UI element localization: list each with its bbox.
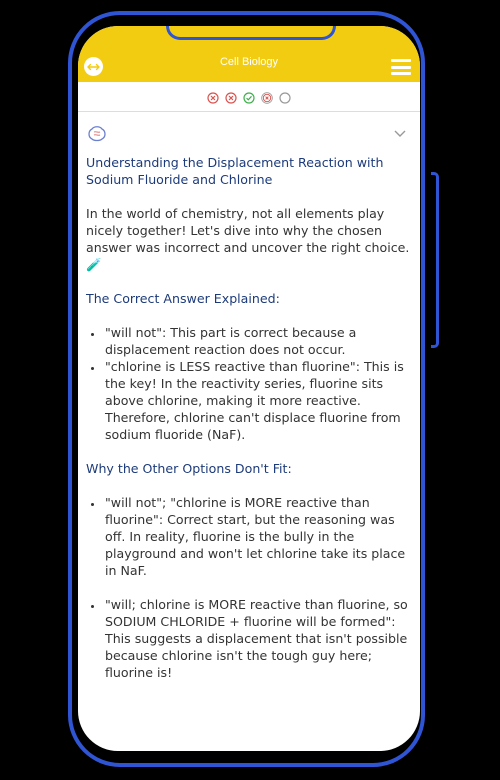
progress-dot-4[interactable] [261, 92, 273, 104]
list-item: • "will not": This part is correct because a displacement reaction does not occur. [104, 324, 414, 358]
page-title: Cell Biology [219, 56, 279, 68]
hamburger-icon [391, 66, 411, 69]
phone-side-button [431, 172, 439, 348]
wrong-circle-icon [207, 92, 219, 104]
other-options-list [86, 494, 414, 681]
hamburger-icon [391, 72, 411, 75]
chevron-down-icon[interactable] [393, 129, 407, 139]
explanation-intro: In the world of chemistry, not all elements play nicely together! Let's dive into why the chosen answer was incorrect and uncover the right choice. 🧪 [86, 206, 410, 272]
progress-dot-3[interactable] [243, 92, 255, 104]
progress-dot-5[interactable] [279, 92, 291, 104]
hamburger-icon [391, 59, 411, 62]
progress-dot-2[interactable] [225, 92, 237, 104]
progress-dot-1[interactable] [207, 92, 219, 104]
correct-answer-list [86, 324, 414, 443]
list-item: • "chlorine is LESS reactive than fluorine": This is the key! In the reactivity series, fluorine sits above chlorine, making it more reactive. Therefore, chlorine can't displace fluorine from sodium fluoride (NaF). [104, 358, 414, 443]
list-item: • "will not"; "chlorine is MORE reactive than fluorine": Correct start, but the reasoning was off. In reality, fluorine is the bully in the playground and won't let chlorine take its place in NaF. [104, 494, 414, 579]
explanation-title: Understanding the Displacement Reaction with Sodium Fluoride and Chlorine [86, 155, 384, 187]
app-screen [78, 26, 420, 751]
empty-circle-icon [279, 92, 291, 104]
other-options-heading: Why the Other Options Don't Fit: [86, 461, 292, 476]
wrong-circle-icon [225, 92, 237, 104]
app-header [78, 26, 420, 82]
header-divider [78, 111, 420, 112]
phone-notch [166, 26, 336, 40]
explanation-content [86, 154, 414, 681]
check-circle-icon [243, 92, 255, 104]
menu-button[interactable] [391, 59, 411, 75]
question-progress [78, 88, 420, 108]
brain-icon [86, 123, 108, 145]
correct-answer-heading: The Correct Answer Explained: [86, 291, 280, 306]
list-item: • "will; chlorine is MORE reactive than fluorine, so SODIUM CHLORIDE + fluorine will be formed": This suggests a displacement that isn't possible because chlorine isn't the tough guy here; fluorine is! [104, 596, 414, 681]
current-wrong-circle-icon [261, 91, 273, 105]
